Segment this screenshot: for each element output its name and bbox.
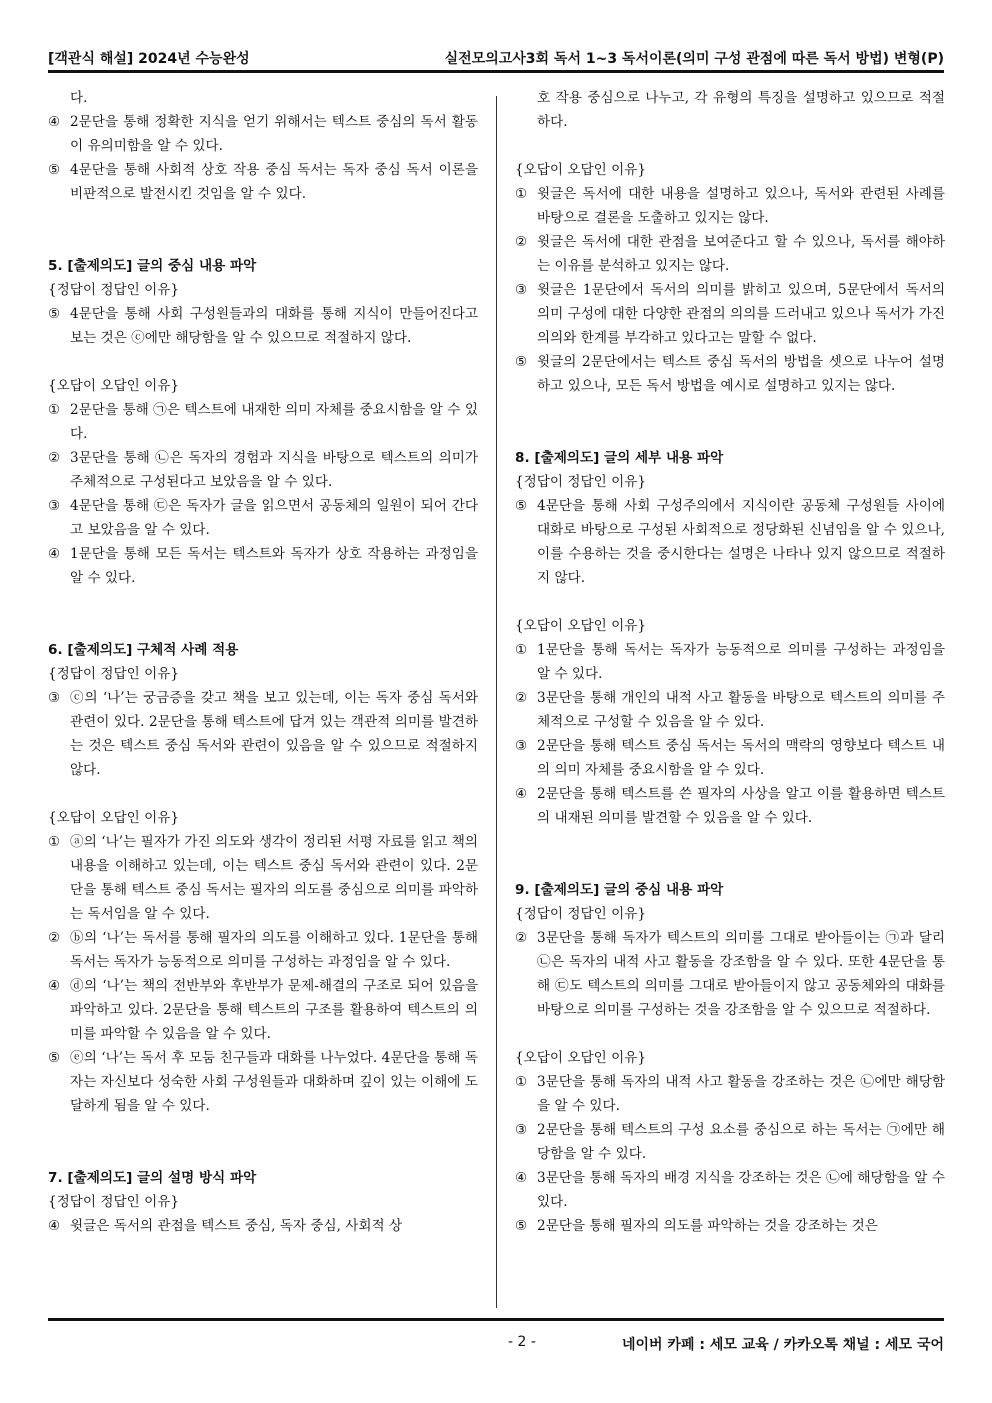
list-item: ④ 3문단을 통해 독자의 배경 지식을 강조하는 것은 ㉡에 해당함을 알 수 있다. (515, 1170, 945, 1210)
list-item: ① 2문단을 통해 ㉠은 텍스트에 내재한 의미 자체를 중요시함을 알 수 있다. (48, 402, 478, 442)
page-footer (48, 1334, 944, 1358)
list-item: ② 윗글은 독서에 대한 관점을 보여준다고 할 수 있으나, 독서를 해야하는 이유를 분석하고 있지는 않다. (515, 234, 945, 274)
list-item: ④ 1문단을 통해 모든 독서는 텍스트와 독자가 상호 작용하는 과정임을 알 수 있다. (48, 546, 478, 586)
list-item: ② 3문단을 통해 ㉡은 독자의 경험과 지식을 바탕으로 텍스트의 의미가 주체적으로 구성된다고 보았음을 알 수 있다. (48, 450, 478, 490)
list-item: ① 1문단을 통해 독서는 독자가 능동적으로 의미를 구성하는 과정임을 알 수 있다. (515, 642, 945, 682)
list-item: ③ 2문단을 통해 텍스트 중심 독서는 독서의 맥락의 영향보다 텍스트 내의 의미 자체를 중요시함을 알 수 있다. (515, 738, 945, 778)
section-title-q7: 7. [출제의도] 글의 설명 방식 파악 (48, 1170, 257, 1186)
list-item: ③ ⓒ의 ‘나’는 궁금증을 갖고 책을 보고 있는데, 이는 독자 중심 독서와 관련이 있다. 2문단을 통해 텍스트에 답겨 있는 객관적 의미를 발견하는 것은 텍스트 중심 독서와 관련이 있음을 알 수 있으므로 적절하지 않다. (48, 690, 478, 778)
list-item: ③ 윗글은 1문단에서 독서의 의미를 밝히고 있으며, 5문단에서 독서의 의미 구성에 대한 다양한 관점의 의의를 드러내고 있으나 독서가 가진 의의와 한계를 부각하고 있다고는 말할 수 없다. (515, 282, 945, 346)
column-divider (496, 96, 497, 1308)
list-item: ① 3문단을 통해 독자의 내적 사고 활동을 강조하는 것은 ㉡에만 해당함을 알 수 있다. (515, 1074, 945, 1114)
label-wrong: {오답이 오답인 이유} (515, 1050, 646, 1066)
label-wrong: {오답이 오답인 이유} (48, 378, 179, 394)
header-left: [객관식 해설] 2024년 수능완성 (48, 51, 250, 67)
label-correct: {정답이 정답인 이유} (48, 666, 179, 682)
list-item: ② ⓑ의 ‘나’는 독서를 통해 필자의 의도를 이해하고 있다. 1문단을 통해 독서는 독자가 능동적으로 의미를 구성하는 과정임을 알 수 있다. (48, 930, 478, 970)
label-wrong: {오답이 오답인 이유} (48, 810, 179, 826)
continued-text: 다. (70, 90, 88, 106)
list-item: ④ 2문단을 통해 정확한 지식을 얻기 위해서는 텍스트 중심의 독서 활동이 유의미함을 알 수 있다. (48, 114, 478, 154)
right-column (515, 86, 945, 1238)
list-item: ② 3문단을 통해 개인의 내적 사고 활동을 바탕으로 텍스트의 의미를 주체적으로 구성할 수 있음을 알 수 있다. (515, 690, 945, 730)
list-item: ④ 윗글은 독서의 관점을 텍스트 중심, 독자 중심, 사회적 상 (48, 1218, 403, 1234)
label-correct: {정답이 정답인 이유} (515, 474, 646, 490)
continued-text: 호 작용 중심으로 나누고, 각 유형의 특징을 설명하고 있으므로 적절하다. (537, 90, 945, 130)
list-item: ⑤ 윗글의 2문단에서는 텍스트 중심 독서의 방법을 셋으로 나누어 설명하고 있으나, 모든 독서 방법을 예시로 설명하고 있지는 않다. (515, 354, 945, 394)
list-item: ⑤ 2문단을 통해 필자의 의도를 파악하는 것을 강조하는 것은 (515, 1218, 878, 1234)
list-item: ③ 2문단을 통해 텍스트의 구성 요소를 중심으로 하는 독서는 ㉠에만 해당함을 알 수 있다. (515, 1122, 945, 1162)
page-number: - 2 - (508, 1334, 536, 1350)
label-correct: {정답이 정답인 이유} (48, 282, 179, 298)
page-header (48, 40, 944, 68)
header-rule (48, 70, 944, 73)
section-title-q5: 5. [출제의도] 글의 중심 내용 파악 (48, 258, 257, 274)
list-item: ④ 2문단을 통해 텍스트를 쓴 필자의 사상을 알고 이를 활용하면 텍스트의 내재된 의미를 발견할 수 있음을 알 수 있다. (515, 786, 945, 826)
section-title-q9: 9. [출제의도] 글의 중심 내용 파악 (515, 882, 724, 898)
section-title-q8: 8. [출제의도] 글의 세부 내용 파악 (515, 450, 724, 466)
label-correct: {정답이 정답인 이유} (515, 906, 646, 922)
label-wrong: {오답이 오답인 이유} (515, 162, 646, 178)
list-item: ⑤ ⓔ의 ‘나’는 독서 후 모둠 친구들과 대화를 나누었다. 4문단을 통해 독자는 자신보다 성숙한 사회 구성원들과 대화하며 깊이 있는 이해에 도달하게 됨을 알 수 있다. (48, 1050, 478, 1114)
list-item: ② 3문단을 통해 독자가 텍스트의 의미를 그대로 받아들이는 ㉠과 달리 ㉡은 독자의 내적 사고 활동을 강조함을 알 수 있다. 또한 4문단을 통해 ㉢도 텍스트의 의미를 그대로 받아들이지 않고 공동체와의 대화를 바탕으로 의미를 구성하는 것을 강조함을 알 수 있으므로 적절하다. (515, 930, 945, 1018)
header-right: 실전모의고사3회 독서 1~3 독서이론(의미 구성 관점에 따른 독서 방법) 변형(P) (444, 51, 944, 67)
list-item: ⑤ 4문단을 통해 사회 구성원들과의 대화를 통해 지식이 만들어진다고 보는 것은 ⓒ에만 해당함을 알 수 있으므로 적절하지 않다. (48, 306, 478, 346)
label-wrong: {오답이 오답인 이유} (515, 618, 646, 634)
left-column (48, 86, 478, 1238)
list-item: ⑤ 4문단을 통해 사회적 상호 작용 중심 독서는 독자 중심 독서 이론을 비판적으로 발전시킨 것임을 알 수 있다. (48, 162, 478, 202)
list-item: ⑤ 4문단을 통해 사회 구성주의에서 지식이란 공동체 구성원들 사이에 대화로 바탕으로 구성된 사회적으로 정당화된 신념임을 알 수 있으나, 이를 수용하는 것을 중시한다는 설명은 나타나 있지 않으므로 적절하지 않다. (515, 498, 945, 586)
label-correct: {정답이 정답인 이유} (48, 1194, 179, 1210)
footer-rule (48, 1318, 944, 1321)
footer-channel-info: 네이버 카페 : 세모 교육 / 카카오톡 채널 : 세모 국어 (621, 1337, 944, 1353)
list-item: ③ 4문단을 통해 ㉢은 독자가 글을 읽으면서 공동체의 일원이 되어 간다고 보았음을 알 수 있다. (48, 498, 478, 538)
section-title-q6: 6. [출제의도] 구체적 사례 적용 (48, 642, 239, 658)
list-item: ① 윗글은 독서에 대한 내용을 설명하고 있으나, 독서와 관련된 사례를 바탕으로 결론을 도출하고 있지는 않다. (515, 186, 945, 226)
list-item: ④ ⓓ의 ‘나’는 책의 전반부와 후반부가 문제-해결의 구조로 되어 있음을 파악하고 있다. 2문단을 통해 텍스트의 구조를 활용하여 텍스트의 의미를 파악할 수 있음을 알 수 있다. (48, 978, 478, 1042)
list-item: ① ⓐ의 ‘나’는 필자가 가진 의도와 생각이 정리된 서평 자료를 읽고 책의 내용을 이해하고 있는데, 이는 텍스트 중심 독서와 관련이 있다. 2문단을 통해 텍스트 중심 독서는 필자의 의도를 중심으로 의미를 파악하는 독서임을 알 수 있다. (48, 834, 478, 922)
